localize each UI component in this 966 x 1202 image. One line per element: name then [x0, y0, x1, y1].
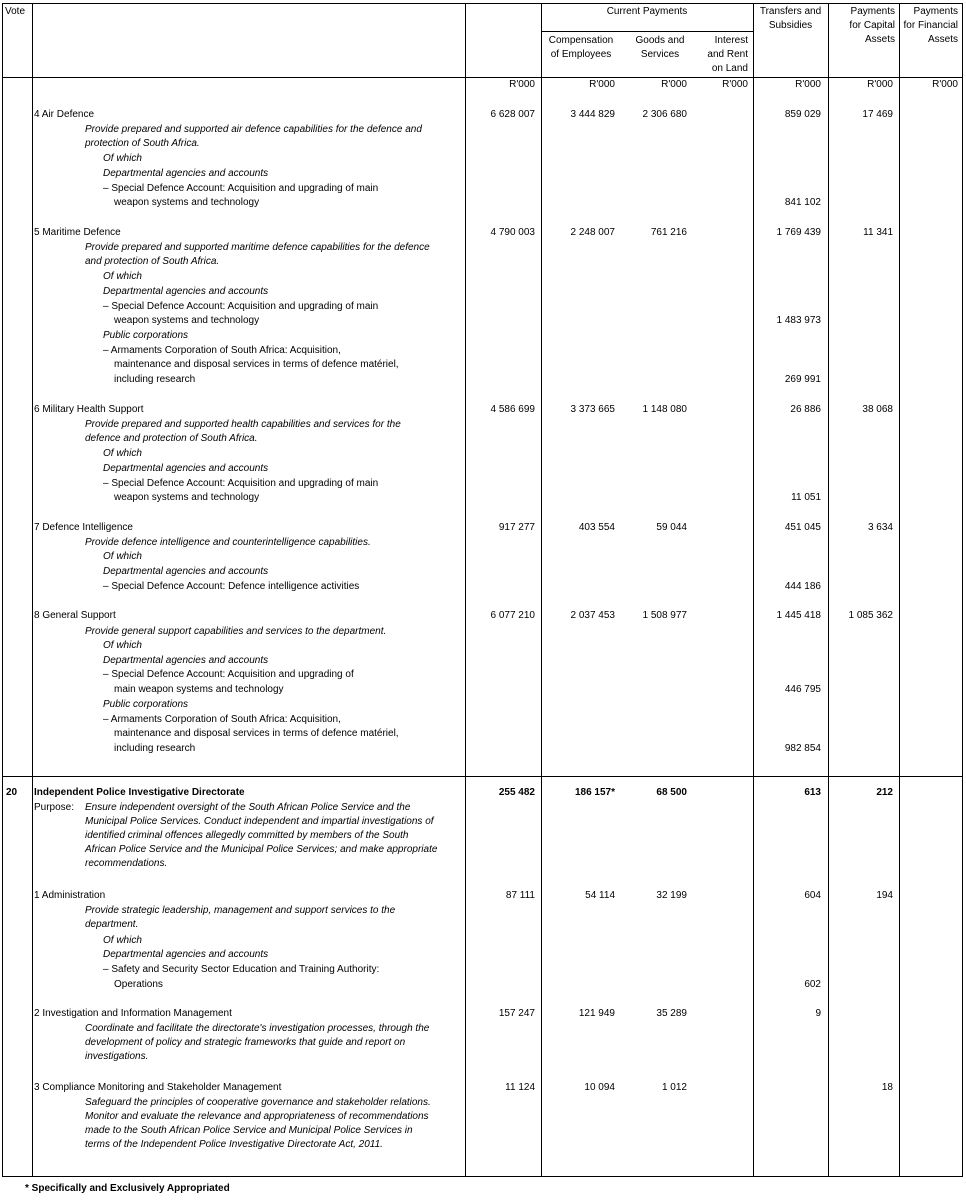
transfer-amount: 446 795	[784, 684, 821, 695]
subheading: Departmental agencies and accounts	[103, 168, 269, 179]
footnote: * Specifically and Exclusively Appropriated	[25, 1183, 230, 1194]
amount-cell: 26 886	[790, 404, 821, 415]
amount-cell: 761 216	[650, 227, 687, 238]
amount-cell: 68 500	[656, 787, 687, 798]
unit-financial: R'000	[932, 79, 958, 90]
amount-cell: 2 248 007	[570, 227, 615, 238]
subheading: Departmental agencies and accounts	[103, 949, 269, 960]
amount-cell: 917 277	[498, 522, 535, 533]
transfer-item: – Special Defence Account: Acquisition and upgrading of	[103, 669, 354, 680]
goods-header-1: Goods and	[635, 35, 685, 46]
current-payments-header: Current Payments	[606, 6, 688, 17]
capital-header-2: for Capital	[849, 20, 895, 31]
amount-cell: 18	[881, 1082, 893, 1093]
transfer-amount: 982 854	[784, 743, 821, 754]
transfer-amount: 269 991	[784, 374, 821, 385]
subheading: Departmental agencies and accounts	[103, 566, 269, 577]
transfer-amount: 1 483 973	[776, 315, 821, 326]
programme-name: 6 Military Health Support	[34, 404, 144, 415]
amount-cell: 403 554	[578, 522, 615, 533]
programme-description: terms of the Independent Police Investigative Directorate Act, 2011.	[85, 1139, 383, 1150]
transfers-header-2: Subsidies	[768, 20, 813, 31]
unit-goods: R'000	[661, 79, 687, 90]
programme-name: 5 Maritime Defence	[34, 227, 121, 238]
subheading: Departmental agencies and accounts	[103, 655, 269, 666]
transfer-item: – Armaments Corporation of South Africa: Acquisition,	[103, 345, 341, 356]
amount-cell: 1 012	[661, 1082, 687, 1093]
amount-cell: 59 044	[656, 522, 687, 533]
vote-number: 20	[6, 787, 18, 798]
compensation-header-2: of Employees	[550, 49, 612, 60]
programme-name: 8 General Support	[34, 610, 116, 621]
interest-header-2: and Rent	[707, 49, 748, 60]
programme-description: Coordinate and facilitate the directorate's investigation processes, through the	[85, 1023, 430, 1034]
amount-cell: 4 586 699	[490, 404, 535, 415]
transfer-amount: 444 186	[784, 581, 821, 592]
financial-header-1: Payments	[913, 6, 958, 17]
transfer-item-cont: main weapon systems and technology	[114, 684, 284, 695]
programme-description: protection of South Africa.	[85, 138, 200, 149]
amount-cell: 9	[815, 1008, 821, 1019]
programme-description: identified criminal offences allegedly committed by members of the South	[85, 830, 409, 841]
subheading: Of which	[103, 153, 142, 164]
vote-title: Independent Police Investigative Directorate	[34, 787, 245, 798]
amount-cell: 613	[804, 787, 821, 798]
amount-cell: 4 790 003	[490, 227, 535, 238]
financial-header-2: for Financial	[903, 20, 958, 31]
amount-cell: 121 949	[578, 1008, 615, 1019]
purpose-label: Purpose:	[34, 802, 75, 813]
interest-header-1: Interest	[714, 35, 748, 46]
transfer-amount: 11 051	[791, 492, 821, 503]
amount-cell: 186 157*	[574, 787, 615, 798]
programme-description: Ensure independent oversight of the South African Police Service and the	[85, 802, 411, 813]
amount-cell: 3 373 665	[570, 404, 615, 415]
programme-description: Municipal Police Services. Conduct independent and impartial investigations of	[85, 816, 434, 827]
programme-name: 7 Defence Intelligence	[34, 522, 133, 533]
transfer-item-cont: weapon systems and technology	[114, 315, 260, 326]
amount-cell: 6 077 210	[490, 610, 535, 621]
interest-header-3: on Land	[711, 63, 748, 74]
amount-cell: 2 306 680	[642, 109, 687, 120]
amount-cell: 604	[804, 890, 821, 901]
transfer-item-cont: including research	[114, 374, 196, 385]
transfer-item-cont: Operations	[114, 979, 163, 990]
amount-cell: 1 508 977	[642, 610, 687, 621]
amount-cell: 212	[876, 787, 893, 798]
subheading: Of which	[103, 551, 142, 562]
compensation-header-1: Compensation	[548, 35, 614, 46]
transfer-amount: 841 102	[784, 197, 821, 208]
amount-cell: 451 045	[784, 522, 821, 533]
amount-cell: 1 769 439	[776, 227, 821, 238]
transfer-item: – Special Defence Account: Acquisition and upgrading of main	[103, 478, 379, 489]
transfer-item: – Armaments Corporation of South Africa: Acquisition,	[103, 714, 341, 725]
amount-cell: 157 247	[498, 1008, 535, 1019]
transfer-item: – Special Defence Account: Acquisition and upgrading of main	[103, 183, 379, 194]
subheading: Of which	[103, 640, 142, 651]
programme-name: 3 Compliance Monitoring and Stakeholder Management	[34, 1082, 282, 1093]
transfer-item: – Special Defence Account: Acquisition and upgrading of main	[103, 301, 379, 312]
amount-cell: 87 111	[505, 890, 535, 901]
amount-cell: 38 068	[862, 404, 893, 415]
transfers-header-1: Transfers and	[759, 6, 822, 17]
vote-header: Vote	[5, 6, 26, 17]
amount-cell: 17 469	[862, 109, 893, 120]
transfer-item: – Special Defence Account: Defence intelligence activities	[103, 581, 360, 592]
transfer-item-cont: including research	[114, 743, 196, 754]
programme-description: Provide prepared and supported health capabilities and services for the	[85, 419, 401, 430]
unit-interest: R'000	[722, 79, 748, 90]
programme-description: Provide strategic leadership, management and support services to the	[85, 905, 396, 916]
programme-description: Safeguard the principles of cooperative governance and stakeholder relations.	[85, 1097, 431, 1108]
unit-total: R'000	[509, 79, 535, 90]
amount-cell: 1 148 080	[642, 404, 687, 415]
amount-cell: 35 289	[656, 1008, 687, 1019]
subheading: Departmental agencies and accounts	[103, 286, 269, 297]
transfer-item-cont: weapon systems and technology	[114, 492, 260, 503]
goods-header-2: Services	[640, 49, 680, 60]
unit-transfers: R'000	[795, 79, 821, 90]
programme-description: and protection of South Africa.	[85, 256, 220, 267]
amount-cell: 255 482	[498, 787, 535, 798]
transfer-item-cont: maintenance and disposal services in terms of defence matériel,	[114, 359, 399, 370]
transfer-item-cont: weapon systems and technology	[114, 197, 260, 208]
amount-cell: 194	[876, 890, 893, 901]
transfer-item: – Safety and Security Sector Education and Training Authority:	[103, 964, 380, 975]
amount-cell: 32 199	[656, 890, 687, 901]
unit-capital: R'000	[867, 79, 893, 90]
programme-description: Provide general support capabilities and services to the department.	[85, 626, 387, 637]
programme-name: 4 Air Defence	[34, 109, 95, 120]
amount-cell: 3 634	[867, 522, 893, 533]
programme-description: defence and protection of South Africa.	[85, 433, 258, 444]
programme-name: 2 Investigation and Information Management	[34, 1008, 232, 1019]
subheading: Of which	[103, 271, 142, 282]
programme-description: Provide prepared and supported maritime defence capabilities for the defence	[85, 242, 430, 253]
amount-cell: 1 445 418	[776, 610, 821, 621]
programme-name: 1 Administration	[34, 890, 106, 901]
programme-description: Monitor and evaluate the relevance and appropriateness of recommendations	[85, 1111, 429, 1122]
financial-header-3: Assets	[927, 34, 958, 45]
subheading: Public corporations	[103, 330, 189, 341]
programme-description: investigations.	[85, 1051, 149, 1062]
appropriation-table	[2, 3, 963, 1177]
transfer-amount: 602	[804, 979, 821, 990]
amount-cell: 2 037 453	[570, 610, 615, 621]
unit-compensation: R'000	[589, 79, 615, 90]
subheading: Public corporations	[103, 699, 189, 710]
amount-cell: 1 085 362	[848, 610, 893, 621]
subheading: Of which	[103, 935, 142, 946]
capital-header-3: Assets	[864, 34, 895, 45]
amount-cell: 11 124	[505, 1082, 535, 1093]
programme-description: recommendations.	[85, 858, 168, 869]
transfer-item-cont: maintenance and disposal services in terms of defence matériel,	[114, 728, 399, 739]
programme-description: Provide defence intelligence and counterintelligence capabilities.	[85, 537, 371, 548]
amount-cell: 54 114	[585, 890, 615, 901]
amount-cell: 10 094	[584, 1082, 615, 1093]
programme-description: Provide prepared and supported air defence capabilities for the defence and	[85, 124, 422, 135]
amount-cell: 6 628 007	[490, 109, 535, 120]
programme-description: department.	[85, 919, 139, 930]
amount-cell: 859 029	[784, 109, 821, 120]
programme-description: African Police Service and the Municipal Police Services; and make appropriate	[85, 844, 438, 855]
programme-description: made to the South African Police Service and Municipal Police Services in	[85, 1125, 413, 1136]
subheading: Departmental agencies and accounts	[103, 463, 269, 474]
programme-description: development of policy and strategic frameworks that guide and report on	[85, 1037, 406, 1048]
capital-header-1: Payments	[850, 6, 895, 17]
subheading: Of which	[103, 448, 142, 459]
amount-cell: 11 341	[863, 227, 893, 238]
amount-cell: 3 444 829	[570, 109, 615, 120]
